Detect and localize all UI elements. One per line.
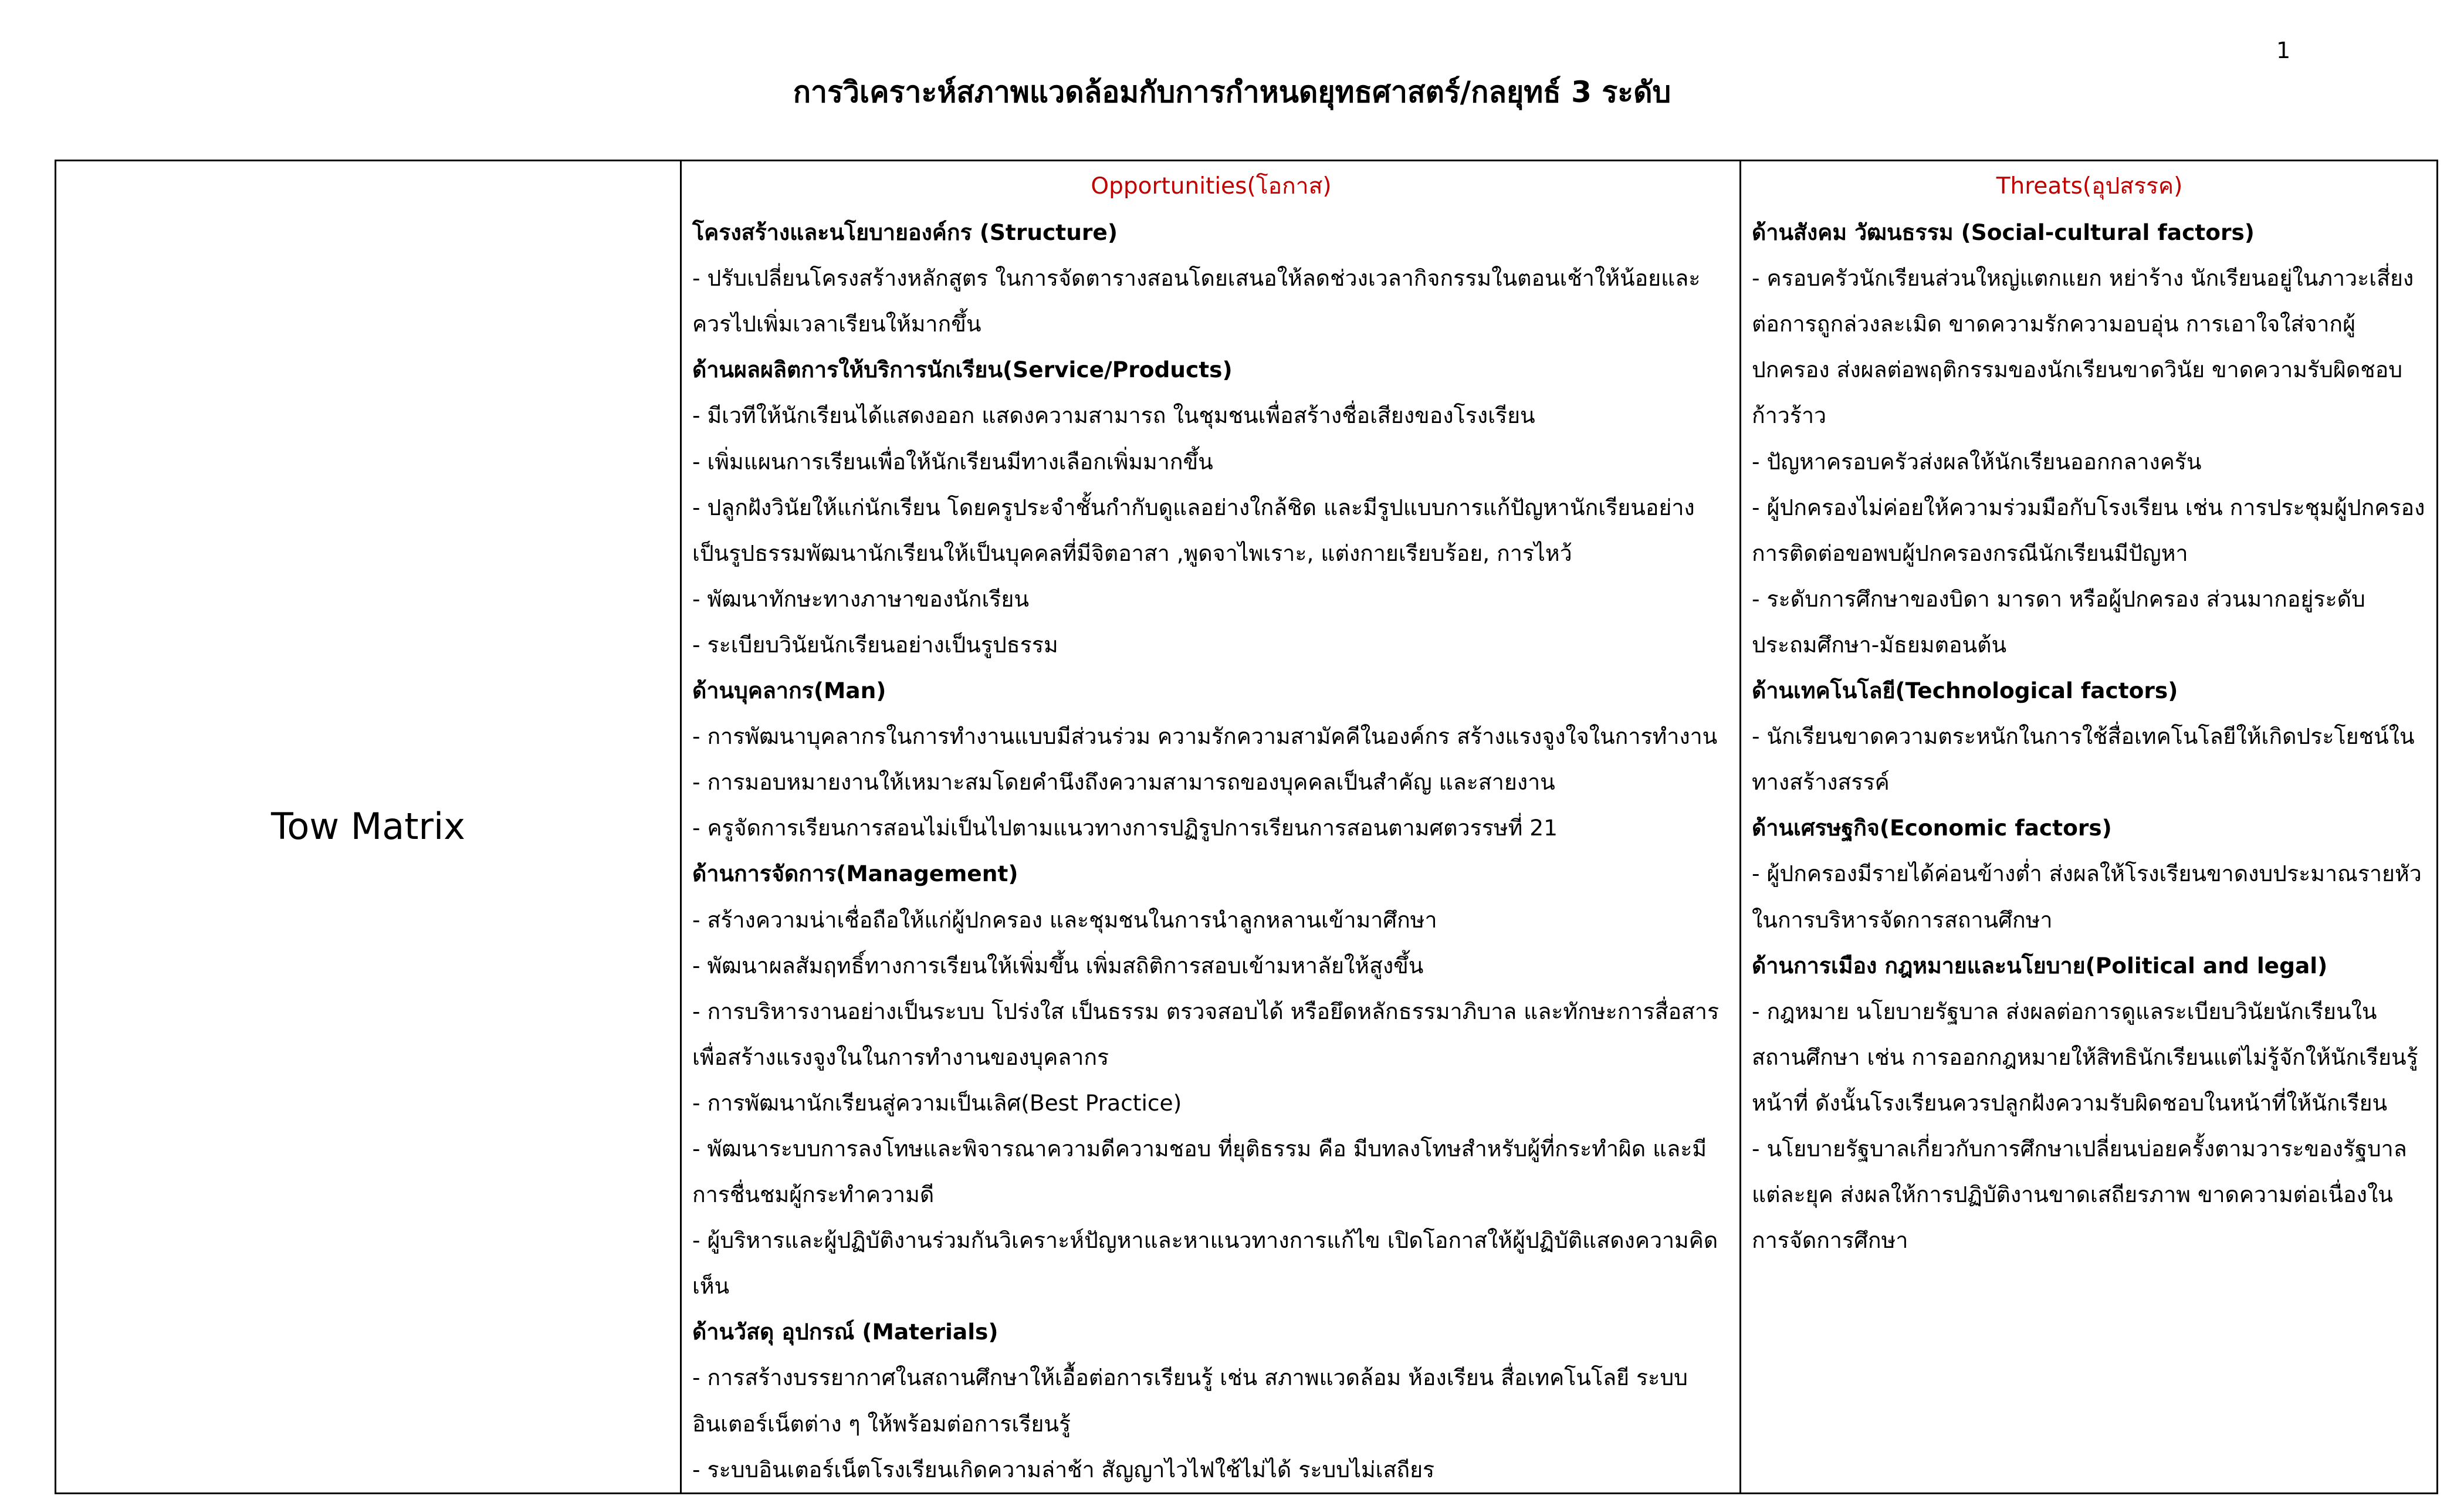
- threat-list-item: - ผู้ปกครองมีรายได้ค่อนข้างต่ำ ส่งผลให้โรงเรียนขาดงบประมาณรายหัวในการบริหารจัดการสถานศึกษา: [1752, 861, 2422, 933]
- opportunity-section-title: โครงสร้างและนโยบายองค์กร (Structure): [692, 219, 1118, 246]
- threat-section-title: ด้านสังคม วัฒนธรรม (Social-cultural factors): [1752, 219, 2255, 246]
- opportunities-cell: [681, 161, 1741, 1494]
- threats-heading: Threats(อุปสรรค): [1996, 173, 2183, 199]
- opportunity-section-title: ด้านผลผลิตการให้บริการนักเรียน(Service/Products): [692, 357, 1233, 383]
- opportunity-list-item: - พัฒนาทักษะทางภาษาของนักเรียน: [692, 585, 1030, 612]
- threat-section-title: ด้านการเมือง กฎหมายและนโยบาย(Political and legal): [1752, 952, 2328, 979]
- opportunity-list-item: - พัฒนาผลสัมฤทธิ์ทางการเรียนให้เพิ่มขึ้น เพิ่มสถิติการสอบเข้ามหาลัยให้สูงขึ้น: [692, 952, 1424, 979]
- opportunities-sections: [692, 209, 1730, 1492]
- threat-list-item: - ผู้ปกครองไม่ค่อยให้ความร่วมมือกับโรงเรียน เช่น การประชุมผู้ปกครอง การติดต่อขอพบผู้ปกครองกรณีนักเรียนมีปัญหา: [1752, 494, 2425, 566]
- opportunity-list-item: - ผู้บริหารและผู้ปฏิบัติงานร่วมกันวิเคราะห์ปัญหาและหาแนวทางการแก้ไข เปิดโอกาสให้ผู้ปฏิบัติแสดงความคิดเห็น: [692, 1227, 1718, 1299]
- threat-section-title: ด้านเศรษฐกิจ(Economic factors): [1752, 815, 2112, 841]
- threats-content: [1741, 161, 2436, 1263]
- threat-list-item: - นักเรียนขาดความตระหนักในการใช้สื่อเทคโนโลยีให้เกิดประโยชน์ในทางสร้างสรรค์: [1752, 723, 2415, 796]
- page-number: 1: [2276, 38, 2291, 63]
- opportunity-list-item: - การมอบหมายงานให้เหมาะสมโดยคำนึงถึงความสามารถของบุคคลเป็นสำคัญ และสายงาน: [692, 769, 1555, 796]
- opportunity-list-item: - การพัฒนานักเรียนสู่ความเป็นเลิศ(Best Practice): [692, 1089, 1182, 1116]
- opportunity-list-item: - การพัฒนาบุคลากรในการทำงานแบบมีส่วนร่วม ความรักความสามัคคีในองค์กร สร้างแรงจูงใจในการทำงาน: [692, 723, 1718, 750]
- opportunity-list-item: - การบริหารงานอย่างเป็นระบบ โปร่งใส เป็นธรรม ตรวจสอบได้ หรือยึดหลักธรรมาภิบาล และทักษะการสื่อสารเพื่อสร้างแรงจูงในในการทำงานของบุคลากร: [692, 998, 1720, 1070]
- opportunity-list-item: - ระเบียบวินัยนักเรียนอย่างเป็นรูปธรรม: [692, 631, 1058, 658]
- threat-list-item: - ปัญหาครอบครัวส่งผลให้นักเรียนออกกลางครัน: [1752, 448, 2202, 475]
- threat-list-item: - นโยบายรัฐบาลเกี่ยวกับการศึกษาเปลี่ยนบ่อยครั้งตามวาระของรัฐบาลแต่ละยุค ส่งผลให้การปฏิบัติงานขาดเสถียรภาพ ขาดความต่อเนื่องในการจัดการศึกษา: [1752, 1135, 2407, 1254]
- threat-list-item: - กฎหมาย นโยบายรัฐบาล ส่งผลต่อการดูแลระเบียบวินัยนักเรียนในสถานศึกษา เช่น การออกกฎหมายให้สิทธินักเรียนแต่ไม่รู้จักให้นักเรียนรู้หน้าที่ ดังนั้นโรงเรียนควรปลูกฝังความรับผิดชอบในหน้าที่ให้นักเรียน: [1752, 998, 2418, 1116]
- row-label: Tow Matrix: [271, 805, 465, 848]
- opportunity-list-item: - พัฒนาระบบการลงโทษและพิจารณาความดีความชอบ ที่ยุติธรรม คือ มีบทลงโทษสำหรับผู้ที่กระทำผิด และมีการชื่นชมผู้กระทำความดี: [692, 1135, 1707, 1208]
- page-title: การวิเคราะห์สภาพแวดล้อมกับการกำหนดยุทธศาสตร์/กลยุทธ์ 3 ระดับ: [793, 75, 1671, 109]
- opportunity-list-item: - สร้างความน่าเชื่อถือให้แก่ผู้ปกครอง และชุมชนในการนำลูกหลานเข้ามาศึกษา: [692, 906, 1437, 933]
- opportunities-content: [682, 161, 1739, 1492]
- matrix-row: [56, 161, 2438, 1494]
- opportunity-list-item: - การสร้างบรรยากาศในสถานศึกษาให้เอื้อต่อการเรียนรู้ เช่น สภาพแวดล้อม ห้องเรียน สื่อเทคโนโลยี ระบบอินเตอร์เน็ตต่าง ๆ ให้พร้อมต่อการเรียนรู้: [692, 1365, 1688, 1437]
- tows-matrix-table: [55, 160, 2438, 1494]
- threat-section-title: ด้านเทคโนโลยี(Technological factors): [1752, 678, 2178, 704]
- opportunities-heading: Opportunities(โอกาส): [1091, 173, 1332, 199]
- opportunity-list-item: - ครูจัดการเรียนการสอนไม่เป็นไปตามแนวทางการปฏิรูปการเรียนการสอนตามศตวรรษที่ 21: [692, 815, 1558, 841]
- opportunity-section-title: ด้านบุคลากร(Man): [692, 678, 886, 704]
- opportunity-list-item: - ปลูกฝังวินัยให้แก่นักเรียน โดยครูประจำชั้นกำกับดูแลอย่างใกล้ชิด และมีรูปแบบการแก้ปัญหานักเรียนอย่างเป็นรูปธรรมพัฒนานักเรียนให้เป็นบุคคลที่มีจิตอาสา ,พูดจาไพเราะ, แต่งกายเรียบร้อย, การไหว้: [692, 494, 1695, 566]
- opportunity-list-item: - เพิ่มแผนการเรียนเพื่อให้นักเรียนมีทางเลือกเพิ่มมากขึ้น: [692, 448, 1213, 475]
- opportunity-list-item: - มีเวทีให้นักเรียนได้แสดงออก แสดงความสามารถ ในชุมชนเพื่อสร้างชื่อเสียงของโรงเรียน: [692, 402, 1535, 429]
- threat-list-item: - ครอบครัวนักเรียนส่วนใหญ่แตกแยก หย่าร้าง นักเรียนอยู่ในภาวะเสี่ยงต่อการถูกล่วงละเมิด ขาดความรักความอบอุ่น การเอาใจใส่จากผู้ปกครอง ส่งผลต่อพฤติกรรมของนักเรียนขาดวินัย ขาดความรับผิดชอบ ก้าวร้าว: [1752, 265, 2414, 429]
- opportunity-section-title: ด้านวัสดุ อุปกรณ์ (Materials): [692, 1319, 999, 1345]
- opportunity-list-item: - ปรับเปลี่ยนโครงสร้างหลักสูตร ในการจัดตารางสอนโดยเสนอให้ลดช่วงเวลากิจกรรมในตอนเช้าให้น้อยและควรไปเพิ่มเวลาเรียนให้มากขึ้น: [692, 265, 1701, 337]
- opportunity-section-title: ด้านการจัดการ(Management): [692, 861, 1018, 887]
- opportunity-list-item: - ระบบอินเตอร์เน็ตโรงเรียนเกิดความล่าช้า สัญญาไวไฟใช้ไม่ได้ ระบบไม่เสถียร: [692, 1456, 1435, 1483]
- threats-sections: [1752, 209, 2427, 1263]
- threat-list-item: - ระดับการศึกษาของบิดา มารดา หรือผู้ปกครอง ส่วนมากอยู่ระดับประถมศึกษา-มัธยมตอนต้น: [1752, 585, 2365, 658]
- threats-cell: [1741, 161, 2438, 1494]
- row-label-cell: [56, 161, 681, 1494]
